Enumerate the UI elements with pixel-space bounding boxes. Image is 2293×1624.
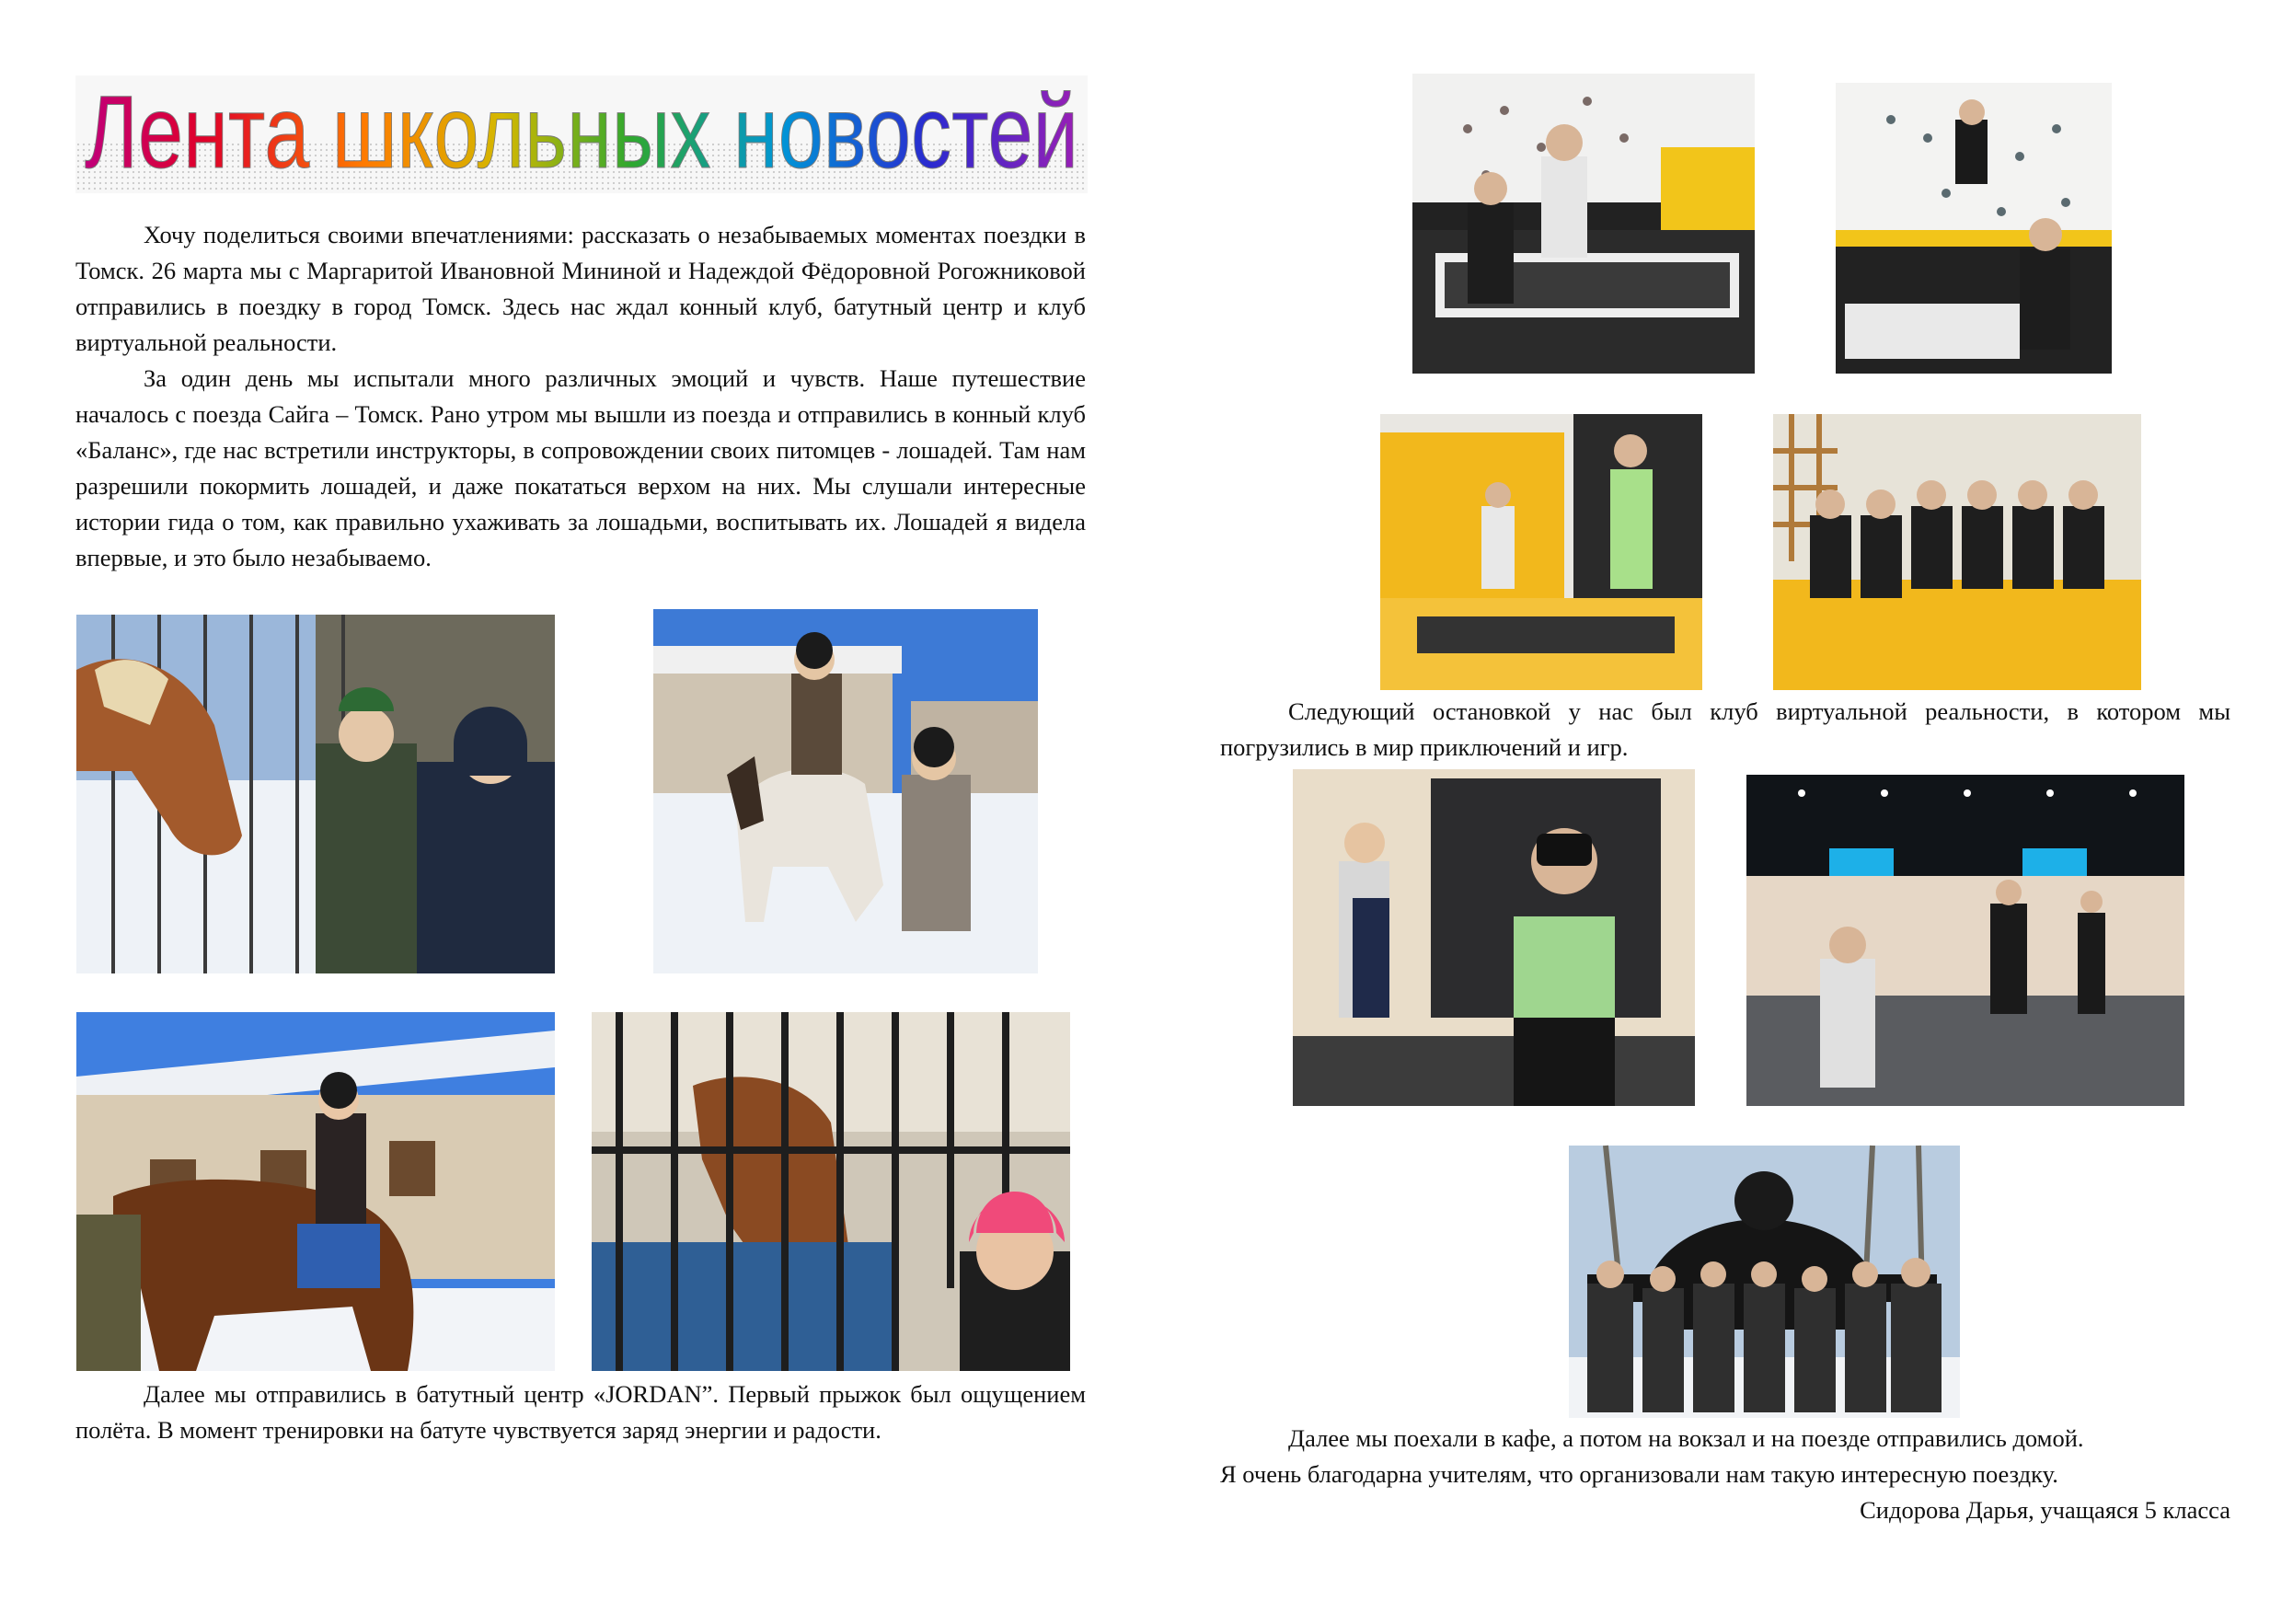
author-signature: Сидорова Дарья, учащаяся 5 класса (1860, 1496, 2230, 1524)
news-banner (75, 75, 1088, 193)
photo-group-gorilla (1569, 1146, 1960, 1418)
closing-line-2 (1220, 1457, 2058, 1492)
trampoline-text (75, 1376, 1086, 1448)
banner-title: Лента школьных новостей (85, 75, 1078, 190)
photo-trampoline-jump (1412, 74, 1755, 374)
photo-boy-on-horse (76, 1012, 555, 1371)
paragraph-intro: Хочу поделиться своими впечатлениями: рассказать о незабываемых моментах поездки в Томск. 26 марта мы с Маргаритой Ивановной Мининой и Надеждой Фёдоровной Рогожниковой отправились в поездку в город Томск. Здесь нас ждал конный клуб, батутный центр и клуб виртуальной реальности. (75, 221, 1086, 356)
paragraph-thanks: Я очень благодарна учителям, что организовали нам такую интересную поездку. (1220, 1460, 2058, 1488)
photo-vr-headset (1293, 769, 1695, 1106)
photo-group-on-mat (1773, 414, 2141, 690)
closing-line-1 (1288, 1421, 2084, 1457)
photo-vr-room (1746, 775, 2184, 1106)
photo-climbing-wall (1836, 83, 2112, 374)
paragraph-horse-club: За один день мы испытали много различных эмоций и чувств. Наше путешествие началось с поезда Сайга – Томск. Рано утром мы вышли из поезда и отправились в конный клуб «Баланс», где нас встретили инструкторы, в сопровождении своих питомцев - лошадей. Там нам разрешили покормить лошадей, и даже покататься верхом на них. Мы слушали интересные истории гида о том, как правильно ухаживать за лошадьми, воспитывать их. Лошадей я видела впервые, и это было незабываемо. (75, 364, 1086, 571)
photo-trampoline-center (1380, 414, 1702, 690)
photo-horse-riding-snow (653, 609, 1038, 973)
vr-text (1220, 694, 2230, 766)
signature-block (1860, 1492, 2230, 1528)
photo-horse-fence (76, 615, 555, 973)
paragraph-home: Далее мы поехали в кафе, а потом на вокзал и на поезде отправились домой. (1288, 1424, 2084, 1452)
photo-horse-stable (592, 1012, 1070, 1371)
intro-text (75, 217, 1086, 576)
paragraph-trampoline: Далее мы отправились в батутный центр «JORDAN”. Первый прыжок был ощущением полёта. В момент тренировки на батуте чувствуется заряд энергии и радости. (75, 1380, 1086, 1444)
paragraph-vr-club: Следующий остановкой у нас был клуб виртуальной реальности, в котором мы погрузились в мир приключений и игр. (1220, 697, 2230, 761)
